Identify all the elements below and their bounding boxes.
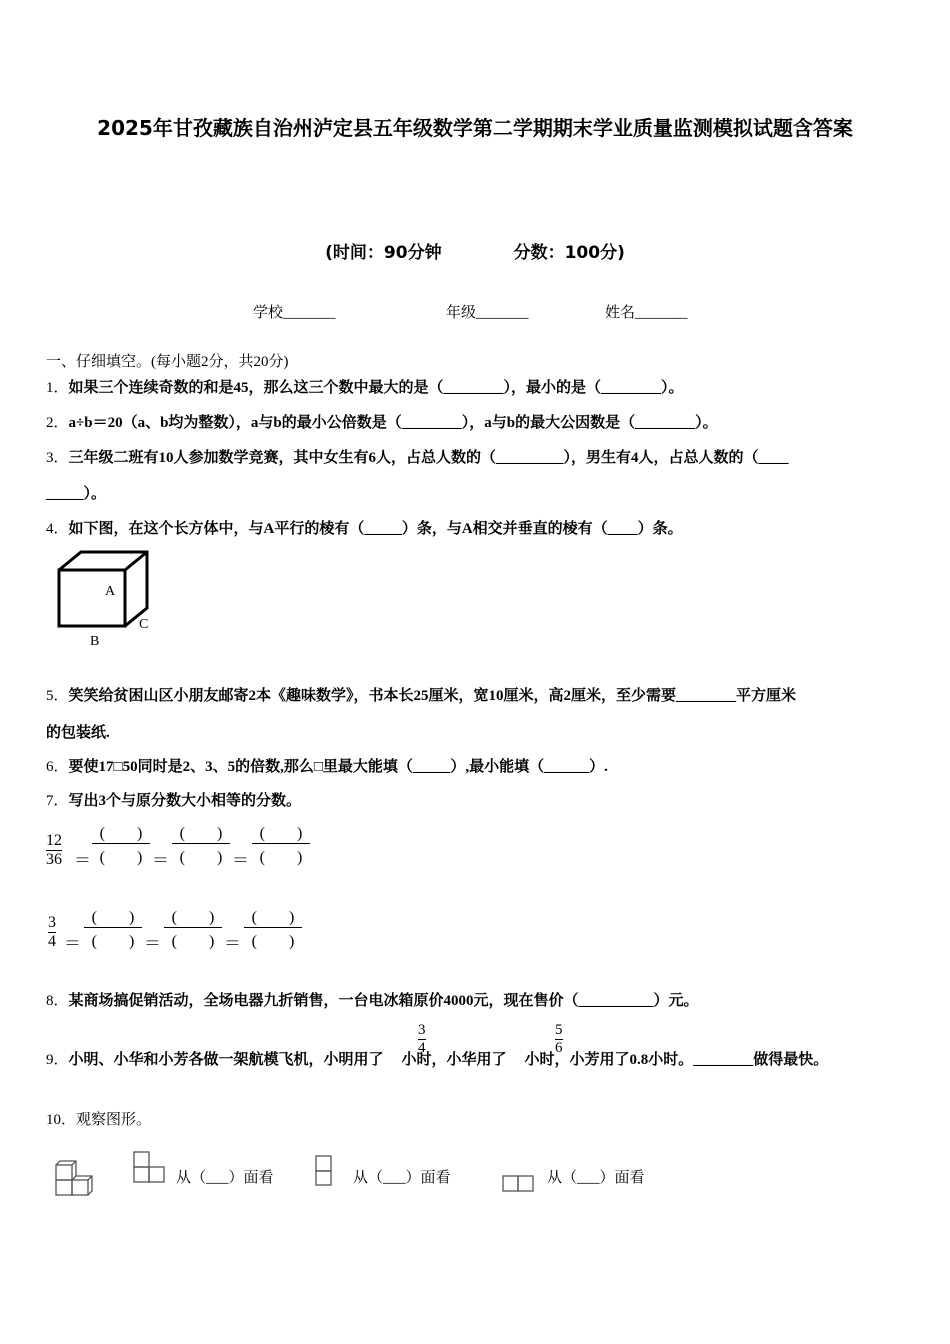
cube-stack-figure xyxy=(54,1158,96,1198)
question-2 xyxy=(46,411,718,432)
q-text: 如果三个连续奇数的和是45，那么这三个数中最大的是（________），最小的是（________）。 xyxy=(68,380,684,396)
label-b: B xyxy=(90,634,100,649)
question-4 xyxy=(46,517,683,538)
answer-fraction: ( ) ( ) xyxy=(164,904,222,951)
q-text: 小时，小芳用了0.8小时。________做得最快。 xyxy=(524,1052,829,1068)
q-number: 6． xyxy=(46,759,69,775)
q-text: 观察图形。 xyxy=(76,1112,152,1128)
q-number: 9． xyxy=(46,1052,69,1068)
equals-sign: ＝ xyxy=(64,934,81,953)
q-number: 1． xyxy=(46,380,69,396)
q-text: 小明、小华和小芳各做一架航模飞机，小明用了 xyxy=(68,1052,384,1068)
view-figure-2 xyxy=(314,1154,334,1188)
question-7 xyxy=(46,789,301,810)
q-number: 10． xyxy=(46,1112,77,1128)
q-number: 4． xyxy=(46,521,69,537)
view-label-3: 从（___）面看 xyxy=(547,1170,645,1186)
question-5 xyxy=(46,684,796,705)
question-10 xyxy=(46,1108,151,1129)
school-field: 学校_______ xyxy=(253,305,336,321)
fraction-3-4: 3 4 xyxy=(418,1022,426,1056)
view-label-2: 从（___）面看 xyxy=(353,1170,451,1186)
view-figure-1 xyxy=(132,1150,168,1184)
q-text: 如下图，在这个长方体中，与A平行的棱有（_____）条，与A相交并垂直的棱有（____）条。 xyxy=(68,521,683,537)
question-9 xyxy=(46,1048,828,1069)
question-8 xyxy=(46,989,699,1010)
label-c: C xyxy=(139,617,149,632)
view-label-1: 从（___）面看 xyxy=(176,1170,274,1186)
q-number: 5． xyxy=(46,688,69,704)
answer-fraction: ( ) ( ) xyxy=(84,904,142,951)
q-text: 写出3个与原分数大小相等的分数。 xyxy=(68,793,302,809)
equals-sign: ＝ xyxy=(152,851,169,870)
cuboid-figure xyxy=(50,548,160,650)
question-3-cont: _____）。 xyxy=(46,486,107,502)
page-title: 2025年甘孜藏族自治州泸定县五年级数学第二学期期末学业质量监测模拟试题含答案 xyxy=(97,116,853,140)
section-heading: 一、仔细填空。(每小题2分，共20分) xyxy=(46,354,289,370)
question-1 xyxy=(46,376,684,397)
q-text: 要使17□50同时是2、3、5的倍数,那么□里最大能填（_____）,最小能填（______）. xyxy=(68,759,608,775)
answer-fraction: ( ) ( ) xyxy=(244,904,302,951)
q-number: 8． xyxy=(46,993,69,1009)
equals-sign: ＝ xyxy=(232,851,249,870)
equals-sign: ＝ xyxy=(74,851,91,870)
equals-sign: ＝ xyxy=(144,934,161,953)
question-5-cont: 的包装纸. xyxy=(46,725,110,741)
question-6 xyxy=(46,755,608,776)
q-number: 2． xyxy=(46,415,69,431)
answer-fraction: ( ) ( ) xyxy=(252,820,310,867)
answer-fraction: ( ) ( ) xyxy=(172,820,230,867)
fraction-5-6: 5 6 xyxy=(555,1022,563,1056)
q-text: 三年级二班有10人参加数学竞赛，其中女生有6人，占总人数的（_________），男生有4人，占总人数的（____ xyxy=(68,450,789,466)
name-field: 姓名_______ xyxy=(605,305,688,321)
exam-meta xyxy=(0,238,950,263)
label-a: A xyxy=(105,584,116,599)
fraction: 12 36 xyxy=(46,832,62,868)
q-text: a÷b＝20（a、b均为整数），a与b的最小公倍数是（________），a与b的最大公因数是（________）。 xyxy=(68,415,718,431)
q-text: 笑笑给贫困山区小朋友邮寄2本《趣味数学》，书本长25厘米，宽10厘米，高2厘米，至少需要________平方厘米 xyxy=(68,688,797,704)
q-text: 某商场搞促销活动，全场电器九折销售，一台电冰箱原价4000元，现在售价（__________）元。 xyxy=(68,993,699,1009)
q-text: 小时，小华用了 xyxy=(401,1052,507,1068)
equals-sign: ＝ xyxy=(224,934,241,953)
score-label: 分数：100分) xyxy=(513,243,625,263)
answer-fraction: ( ) ( ) xyxy=(92,820,150,867)
q-number: 3． xyxy=(46,450,69,466)
fraction: 3 4 xyxy=(48,914,56,950)
question-3 xyxy=(46,446,789,467)
view-figure-3 xyxy=(501,1174,537,1194)
q-number: 7． xyxy=(46,793,69,809)
grade-field: 年级_______ xyxy=(446,305,529,321)
time-label: (时间：90分钟 xyxy=(325,243,442,263)
